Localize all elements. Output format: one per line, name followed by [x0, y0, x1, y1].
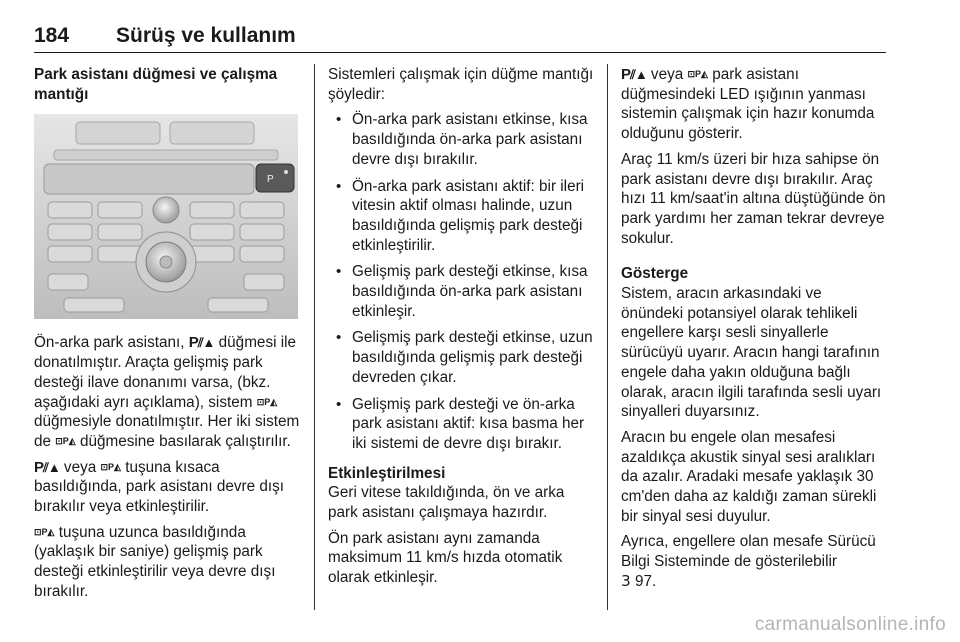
page-number: 184: [34, 24, 70, 47]
paragraph-logic-intro: Sistemleri çalışmak için düğme mantığı şöyledir:: [328, 66, 594, 103]
park-assist-letter: P: [34, 458, 44, 476]
park-assist-icon: [621, 65, 647, 85]
park-assist-mark: ⫽▲: [197, 335, 215, 351]
park-assist-mark: ⫽▲: [43, 459, 60, 475]
photo-park-button-label: P: [267, 174, 274, 186]
text-fragment: düğmesi ile donatılmıştır. Araçta gelişmiş park desteği ilave donanımı varsa, (bkz. aşağıdaki ayrı açıklama), sistem: [34, 334, 297, 411]
column-left: [34, 65, 304, 608]
text-fragment: veya: [59, 458, 101, 476]
advanced-park-icon: ⊡P◭: [687, 69, 708, 79]
text-fragment: Ayrıca, engellere olan mesafe Sürücü Bilgi Sisteminde de gösterilebilir: [621, 533, 876, 571]
advanced-park-icon: ⊡P◭: [100, 461, 121, 472]
paragraph-distance: Aracın bu engele olan mesafesi azaldıkça akustik sinyal sesi aralıkları da azalır. Aradaki mesafe yaklaşık 30 cm'den daha az kaldığı zaman sürekli bir sinyal sesi duyulur.: [621, 428, 877, 525]
center-console-photo: [34, 114, 298, 319]
page-reference-arrow-icon: 3: [621, 571, 631, 590]
column-divider: [314, 64, 315, 610]
paragraph-long-press: [34, 523, 304, 602]
list-item: • Ön-arka park asistanı etkinse, kısa basıldığında ön-arka park asistanı devre dışı bırakılır.: [328, 110, 596, 169]
heading-indicator: Gösterge: [621, 265, 689, 283]
advanced-park-icon: ⊡P◭: [256, 396, 278, 407]
section-title: Sürüş ve kullanım: [116, 24, 296, 47]
park-assist-icon: [189, 333, 215, 353]
column-middle: [328, 65, 596, 594]
advanced-park-icon: ⊡P◭: [55, 435, 76, 446]
park-assist-letter: P: [621, 66, 631, 83]
text-fragment: düğmesiyle donatılmıştır. Her iki sistem de: [34, 413, 300, 450]
column-divider: [607, 64, 608, 610]
paragraph-intro: [34, 333, 304, 451]
list-item: • Gelişmiş park desteği ve ön-arka park asistanı aktif: kısa basma her iki sistemi de devre dışı bırakır.: [328, 395, 596, 454]
park-assist-mark: ⫽▲: [630, 67, 647, 82]
paragraph-activation-reverse: Geri vitese takıldığında, ön ve arka park asistanı çalışmaya hazırdır.: [328, 484, 565, 522]
paragraph-dis: [621, 532, 887, 591]
text-fragment: Ön-arka park asistanı,: [34, 334, 189, 352]
text-fragment: düğmesine basılarak çalıştırılır.: [75, 432, 291, 450]
list-item: • Ön-arka park asistanı aktif: bir ileri vitesin aktif olması halinde, uzun basıldığında gelişmiş park desteği etkinleştirilir.: [328, 177, 596, 256]
text-fragment: park asistanı düğmesindeki LED ışığının yanması sistemin çalışmak için hazır konumda olduğunu gösterir.: [621, 66, 875, 143]
page-reference-link[interactable]: 97.: [630, 572, 657, 590]
text-fragment: tuşuna kısaca basıldığında, park asistanı devre dışı bırakılır veya etkinleştirilir.: [34, 458, 284, 516]
advanced-park-icon: ⊡P◭: [34, 526, 55, 537]
list-item: • Gelişmiş park desteği etkinse, kısa basıldığında ön-arka park asistanı etkinleşir.: [328, 262, 596, 321]
logic-bullet-list: [328, 110, 596, 453]
paragraph-activation-front: Ön park asistanı aynı zamanda maksimum 11 km/s hızda otomatik olarak etkinleşir.: [328, 529, 563, 587]
park-assist-icon: [34, 458, 60, 478]
watermark: carmanualsonline.info: [754, 614, 946, 635]
text-fragment: veya: [646, 66, 688, 83]
list-item: • Gelişmiş park desteği etkinse, uzun basıldığında gelişmiş park desteği devreden çıkar.: [328, 328, 596, 387]
page-header: [34, 20, 886, 53]
paragraph-speed: Araç 11 km/s üzeri bir hıza sahipse ön park asistanı devre dışı bırakılır. Araç hızı 11 km/saat'in altına düştüğünde ön park yardımı her zaman tekrar devreye sokulur.: [621, 150, 886, 247]
column-right: [621, 65, 887, 598]
paragraph-indicator: Sistem, aracın arkasındaki ve önündeki potansiyel olarak tehlikeli engellere karşı sesli sinyallerle sürücüyü uyarır. Aracın hangi tarafının engele daha yakın olduğuna bağlı olarak, aracın ilgili tarafında sesli uyarı sinyalleri duyarsınız.: [621, 285, 882, 421]
text-fragment: tuşuna uzunca basıldığında (yaklaşık bir saniye) gelişmiş park desteği etkinleştirilir veya devre dışı bırakılır.: [34, 523, 276, 600]
heading-activation: Etkinleştirilmesi: [328, 464, 446, 482]
paragraph-led: [621, 65, 887, 144]
park-assist-letter: P: [188, 334, 198, 352]
paragraph-short-press: [34, 458, 304, 517]
heading-button-logic: Park asistanı düğmesi ve çalışma mantığı: [34, 66, 278, 103]
